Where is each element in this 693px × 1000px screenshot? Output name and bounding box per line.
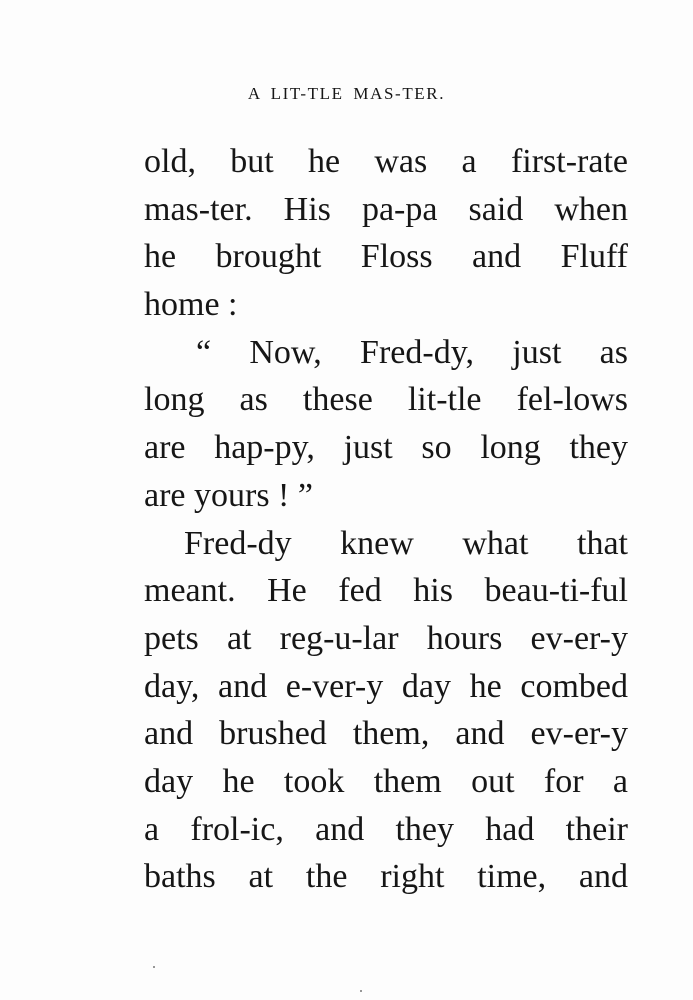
text-line: mas-ter. His pa-pa said when bbox=[144, 190, 628, 228]
paper-speck bbox=[153, 966, 155, 968]
paragraph-end-line: home : bbox=[144, 286, 238, 324]
text-line: meant. He fed his beau-ti-ful bbox=[144, 572, 628, 610]
text-line: day, and e-ver-y day he combed bbox=[144, 667, 628, 705]
page-body-text bbox=[144, 138, 628, 901]
paper-speck bbox=[360, 990, 362, 992]
paragraph-end-line: are yours ! ” bbox=[144, 476, 313, 514]
text-line: are hap-py, just so long they bbox=[144, 429, 628, 467]
paragraph-start-line: Fred-dy knew what that bbox=[184, 524, 628, 562]
text-line: long as these lit-tle fel-lows bbox=[144, 381, 628, 419]
text-line: old, but he was a first-rate bbox=[144, 143, 628, 180]
text-line: a frol-ic, and they had their bbox=[144, 810, 628, 848]
paragraph-start-line: “ Now, Fred-dy, just as bbox=[196, 333, 628, 371]
text-line: day he took them out for a bbox=[144, 762, 628, 800]
text-line: and brushed them, and ev-er-y bbox=[144, 715, 628, 753]
running-header: A LIT-TLE MAS-TER. bbox=[247, 84, 446, 103]
text-line: baths at the right time, and bbox=[144, 858, 628, 896]
text-line: he brought Floss and Fluff bbox=[144, 238, 628, 276]
text-line: pets at reg-u-lar hours ev-er-y bbox=[144, 619, 628, 657]
